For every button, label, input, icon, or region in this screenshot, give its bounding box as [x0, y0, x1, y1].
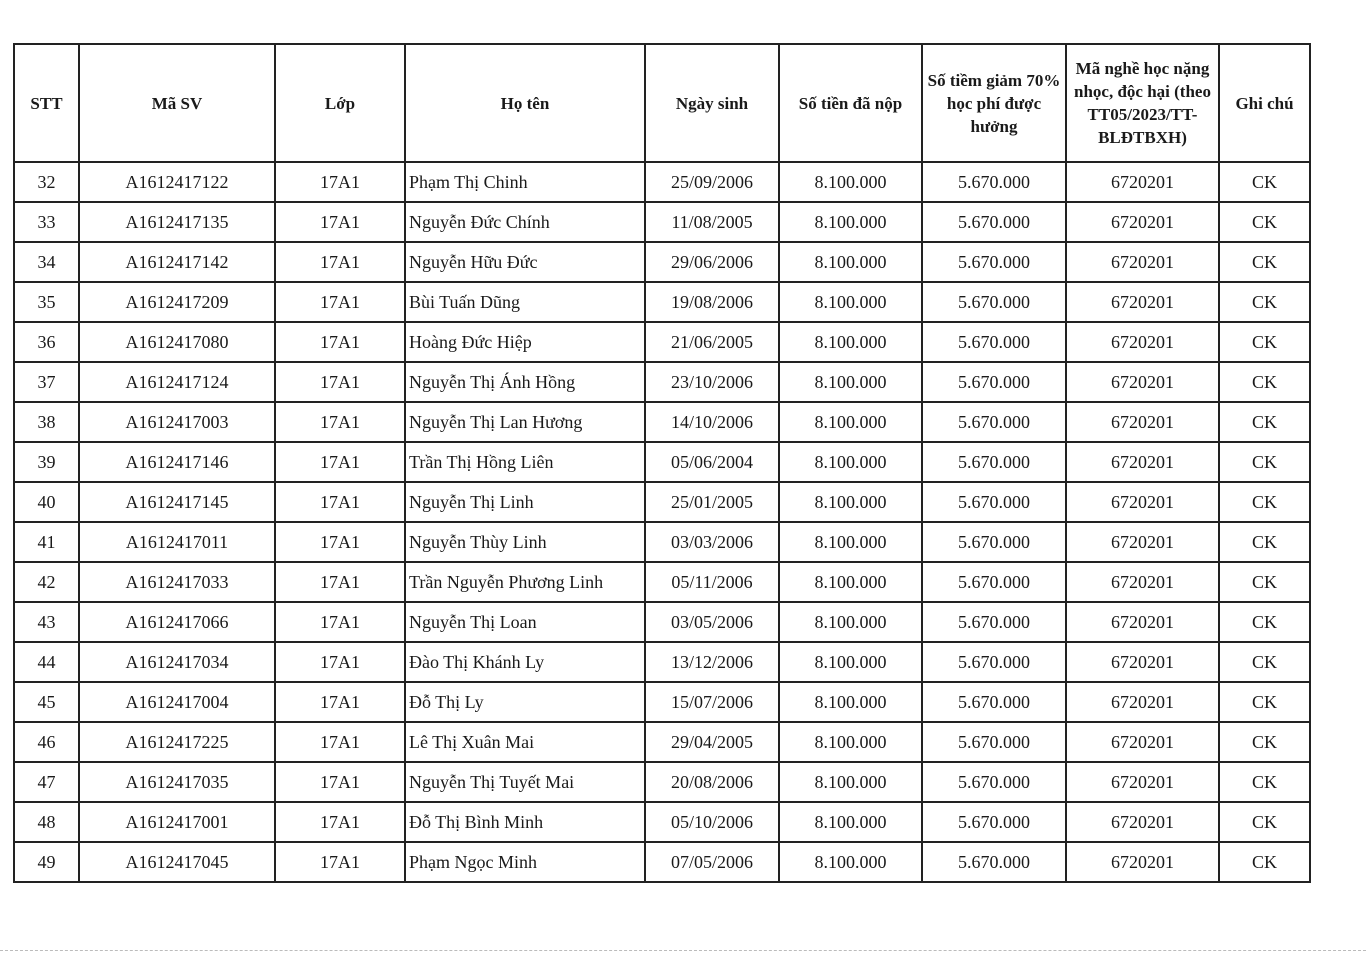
cell-student-id: A1612417035 [79, 762, 275, 802]
cell-student-id: A1612417145 [79, 482, 275, 522]
cell-class: 17A1 [275, 762, 405, 802]
header-amount-paid: Số tiền đã nộp [779, 44, 922, 162]
table-row [14, 442, 1310, 482]
cell-amount-paid: 8.100.000 [779, 802, 922, 842]
cell-reduction-amount: 5.670.000 [922, 362, 1066, 402]
cell-birth-date: 29/06/2006 [645, 242, 779, 282]
table-row [14, 482, 1310, 522]
cell-student-id: A1612417209 [79, 282, 275, 322]
cell-class: 17A1 [275, 162, 405, 202]
cell-stt: 41 [14, 522, 79, 562]
cell-occupation-code: 6720201 [1066, 802, 1219, 842]
cell-note: CK [1219, 602, 1310, 642]
header-occupation-code: Mã nghề học nặng nhọc, độc hại (theo TT05/2023/TT-BLĐTBXH) [1066, 44, 1219, 162]
cell-full-name: Trần Thị Hồng Liên [405, 442, 645, 482]
cell-birth-date: 29/04/2005 [645, 722, 779, 762]
cell-full-name: Lê Thị Xuân Mai [405, 722, 645, 762]
cell-reduction-amount: 5.670.000 [922, 202, 1066, 242]
cell-full-name: Hoàng Đức Hiệp [405, 322, 645, 362]
cell-full-name: Nguyễn Hữu Đức [405, 242, 645, 282]
cell-occupation-code: 6720201 [1066, 322, 1219, 362]
cell-class: 17A1 [275, 642, 405, 682]
cell-stt: 45 [14, 682, 79, 722]
cell-student-id: A1612417080 [79, 322, 275, 362]
header-note: Ghi chú [1219, 44, 1310, 162]
cell-full-name: Phạm Ngọc Minh [405, 842, 645, 882]
table-row [14, 522, 1310, 562]
table-row [14, 282, 1310, 322]
header-full-name: Họ tên [405, 44, 645, 162]
cell-student-id: A1612417066 [79, 602, 275, 642]
cell-class: 17A1 [275, 242, 405, 282]
table-row [14, 802, 1310, 842]
cell-reduction-amount: 5.670.000 [922, 482, 1066, 522]
cell-note: CK [1219, 442, 1310, 482]
cell-note: CK [1219, 322, 1310, 362]
header-birth-date: Ngày sinh [645, 44, 779, 162]
cell-birth-date: 25/09/2006 [645, 162, 779, 202]
table-row [14, 362, 1310, 402]
cell-birth-date: 25/01/2005 [645, 482, 779, 522]
cell-amount-paid: 8.100.000 [779, 682, 922, 722]
cell-amount-paid: 8.100.000 [779, 642, 922, 682]
cell-amount-paid: 8.100.000 [779, 202, 922, 242]
table-row [14, 682, 1310, 722]
cell-class: 17A1 [275, 602, 405, 642]
header-student-id: Mã SV [79, 44, 275, 162]
cell-class: 17A1 [275, 562, 405, 602]
cell-stt: 32 [14, 162, 79, 202]
cell-note: CK [1219, 722, 1310, 762]
cell-birth-date: 05/10/2006 [645, 802, 779, 842]
cell-birth-date: 20/08/2006 [645, 762, 779, 802]
cell-full-name: Nguyễn Thị Loan [405, 602, 645, 642]
cell-note: CK [1219, 562, 1310, 602]
cell-student-id: A1612417135 [79, 202, 275, 242]
header-stt: STT [14, 44, 79, 162]
cell-full-name: Nguyễn Thị Ánh Hồng [405, 362, 645, 402]
cell-class: 17A1 [275, 682, 405, 722]
cell-reduction-amount: 5.670.000 [922, 162, 1066, 202]
cell-full-name: Nguyễn Thị Linh [405, 482, 645, 522]
cell-class: 17A1 [275, 442, 405, 482]
cell-occupation-code: 6720201 [1066, 762, 1219, 802]
cell-student-id: A1612417142 [79, 242, 275, 282]
cell-amount-paid: 8.100.000 [779, 402, 922, 442]
cell-note: CK [1219, 762, 1310, 802]
table-row [14, 602, 1310, 642]
cell-amount-paid: 8.100.000 [779, 282, 922, 322]
cell-amount-paid: 8.100.000 [779, 762, 922, 802]
page-footer-divider [0, 950, 1366, 951]
cell-class: 17A1 [275, 322, 405, 362]
cell-reduction-amount: 5.670.000 [922, 602, 1066, 642]
cell-birth-date: 03/05/2006 [645, 602, 779, 642]
cell-occupation-code: 6720201 [1066, 642, 1219, 682]
cell-stt: 43 [14, 602, 79, 642]
cell-occupation-code: 6720201 [1066, 482, 1219, 522]
cell-occupation-code: 6720201 [1066, 842, 1219, 882]
table-row [14, 322, 1310, 362]
cell-full-name: Trần Nguyễn Phương Linh [405, 562, 645, 602]
cell-stt: 35 [14, 282, 79, 322]
cell-class: 17A1 [275, 202, 405, 242]
cell-amount-paid: 8.100.000 [779, 322, 922, 362]
cell-student-id: A1612417122 [79, 162, 275, 202]
cell-birth-date: 14/10/2006 [645, 402, 779, 442]
cell-note: CK [1219, 802, 1310, 842]
cell-occupation-code: 6720201 [1066, 202, 1219, 242]
cell-full-name: Nguyễn Thùy Linh [405, 522, 645, 562]
cell-birth-date: 03/03/2006 [645, 522, 779, 562]
cell-occupation-code: 6720201 [1066, 722, 1219, 762]
cell-student-id: A1612417004 [79, 682, 275, 722]
cell-birth-date: 13/12/2006 [645, 642, 779, 682]
cell-class: 17A1 [275, 522, 405, 562]
cell-birth-date: 11/08/2005 [645, 202, 779, 242]
cell-occupation-code: 6720201 [1066, 522, 1219, 562]
cell-stt: 36 [14, 322, 79, 362]
tuition-reduction-table [13, 43, 1311, 883]
table-row [14, 562, 1310, 602]
table-row [14, 402, 1310, 442]
cell-occupation-code: 6720201 [1066, 282, 1219, 322]
cell-class: 17A1 [275, 482, 405, 522]
cell-student-id: A1612417033 [79, 562, 275, 602]
cell-full-name: Nguyễn Thị Tuyết Mai [405, 762, 645, 802]
cell-occupation-code: 6720201 [1066, 602, 1219, 642]
cell-reduction-amount: 5.670.000 [922, 522, 1066, 562]
cell-stt: 48 [14, 802, 79, 842]
header-row [14, 44, 1310, 162]
cell-amount-paid: 8.100.000 [779, 842, 922, 882]
cell-occupation-code: 6720201 [1066, 562, 1219, 602]
cell-amount-paid: 8.100.000 [779, 522, 922, 562]
cell-note: CK [1219, 482, 1310, 522]
cell-note: CK [1219, 242, 1310, 282]
cell-occupation-code: 6720201 [1066, 442, 1219, 482]
cell-note: CK [1219, 162, 1310, 202]
cell-class: 17A1 [275, 802, 405, 842]
cell-stt: 37 [14, 362, 79, 402]
cell-stt: 39 [14, 442, 79, 482]
table-row [14, 242, 1310, 282]
cell-class: 17A1 [275, 842, 405, 882]
cell-full-name: Phạm Thị Chinh [405, 162, 645, 202]
cell-stt: 47 [14, 762, 79, 802]
cell-student-id: A1612417146 [79, 442, 275, 482]
cell-stt: 49 [14, 842, 79, 882]
cell-stt: 42 [14, 562, 79, 602]
cell-stt: 38 [14, 402, 79, 442]
cell-reduction-amount: 5.670.000 [922, 642, 1066, 682]
cell-student-id: A1612417225 [79, 722, 275, 762]
cell-class: 17A1 [275, 362, 405, 402]
cell-birth-date: 07/05/2006 [645, 842, 779, 882]
table-row [14, 842, 1310, 882]
table-row [14, 762, 1310, 802]
cell-note: CK [1219, 362, 1310, 402]
table-body [14, 162, 1310, 882]
cell-reduction-amount: 5.670.000 [922, 682, 1066, 722]
cell-full-name: Nguyễn Đức Chính [405, 202, 645, 242]
cell-reduction-amount: 5.670.000 [922, 802, 1066, 842]
cell-birth-date: 05/06/2004 [645, 442, 779, 482]
cell-full-name: Đỗ Thị Ly [405, 682, 645, 722]
table-row [14, 642, 1310, 682]
cell-stt: 34 [14, 242, 79, 282]
cell-full-name: Đỗ Thị Bình Minh [405, 802, 645, 842]
cell-student-id: A1612417001 [79, 802, 275, 842]
cell-birth-date: 23/10/2006 [645, 362, 779, 402]
cell-stt: 46 [14, 722, 79, 762]
cell-stt: 33 [14, 202, 79, 242]
cell-note: CK [1219, 202, 1310, 242]
cell-note: CK [1219, 282, 1310, 322]
cell-note: CK [1219, 522, 1310, 562]
cell-occupation-code: 6720201 [1066, 682, 1219, 722]
cell-amount-paid: 8.100.000 [779, 442, 922, 482]
cell-full-name: Đào Thị Khánh Ly [405, 642, 645, 682]
cell-occupation-code: 6720201 [1066, 242, 1219, 282]
cell-amount-paid: 8.100.000 [779, 482, 922, 522]
table-row [14, 162, 1310, 202]
cell-student-id: A1612417045 [79, 842, 275, 882]
cell-student-id: A1612417003 [79, 402, 275, 442]
cell-reduction-amount: 5.670.000 [922, 762, 1066, 802]
cell-reduction-amount: 5.670.000 [922, 562, 1066, 602]
table-row [14, 722, 1310, 762]
cell-note: CK [1219, 402, 1310, 442]
cell-stt: 40 [14, 482, 79, 522]
cell-birth-date: 21/06/2005 [645, 322, 779, 362]
cell-reduction-amount: 5.670.000 [922, 282, 1066, 322]
cell-note: CK [1219, 842, 1310, 882]
cell-stt: 44 [14, 642, 79, 682]
cell-class: 17A1 [275, 402, 405, 442]
cell-amount-paid: 8.100.000 [779, 602, 922, 642]
cell-class: 17A1 [275, 282, 405, 322]
cell-amount-paid: 8.100.000 [779, 242, 922, 282]
header-reduction-amount: Số tiềm giảm 70% học phí được hưởng [922, 44, 1066, 162]
cell-occupation-code: 6720201 [1066, 402, 1219, 442]
cell-birth-date: 19/08/2006 [645, 282, 779, 322]
cell-occupation-code: 6720201 [1066, 362, 1219, 402]
cell-amount-paid: 8.100.000 [779, 162, 922, 202]
cell-reduction-amount: 5.670.000 [922, 842, 1066, 882]
cell-amount-paid: 8.100.000 [779, 722, 922, 762]
cell-occupation-code: 6720201 [1066, 162, 1219, 202]
cell-amount-paid: 8.100.000 [779, 562, 922, 602]
cell-reduction-amount: 5.670.000 [922, 442, 1066, 482]
cell-full-name: Nguyễn Thị Lan Hương [405, 402, 645, 442]
cell-note: CK [1219, 682, 1310, 722]
cell-full-name: Bùi Tuấn Dũng [405, 282, 645, 322]
cell-amount-paid: 8.100.000 [779, 362, 922, 402]
cell-class: 17A1 [275, 722, 405, 762]
cell-reduction-amount: 5.670.000 [922, 402, 1066, 442]
cell-birth-date: 15/07/2006 [645, 682, 779, 722]
cell-note: CK [1219, 642, 1310, 682]
table-row [14, 202, 1310, 242]
cell-reduction-amount: 5.670.000 [922, 242, 1066, 282]
cell-reduction-amount: 5.670.000 [922, 322, 1066, 362]
cell-student-id: A1612417011 [79, 522, 275, 562]
cell-birth-date: 05/11/2006 [645, 562, 779, 602]
cell-reduction-amount: 5.670.000 [922, 722, 1066, 762]
cell-student-id: A1612417034 [79, 642, 275, 682]
cell-student-id: A1612417124 [79, 362, 275, 402]
header-class: Lớp [275, 44, 405, 162]
